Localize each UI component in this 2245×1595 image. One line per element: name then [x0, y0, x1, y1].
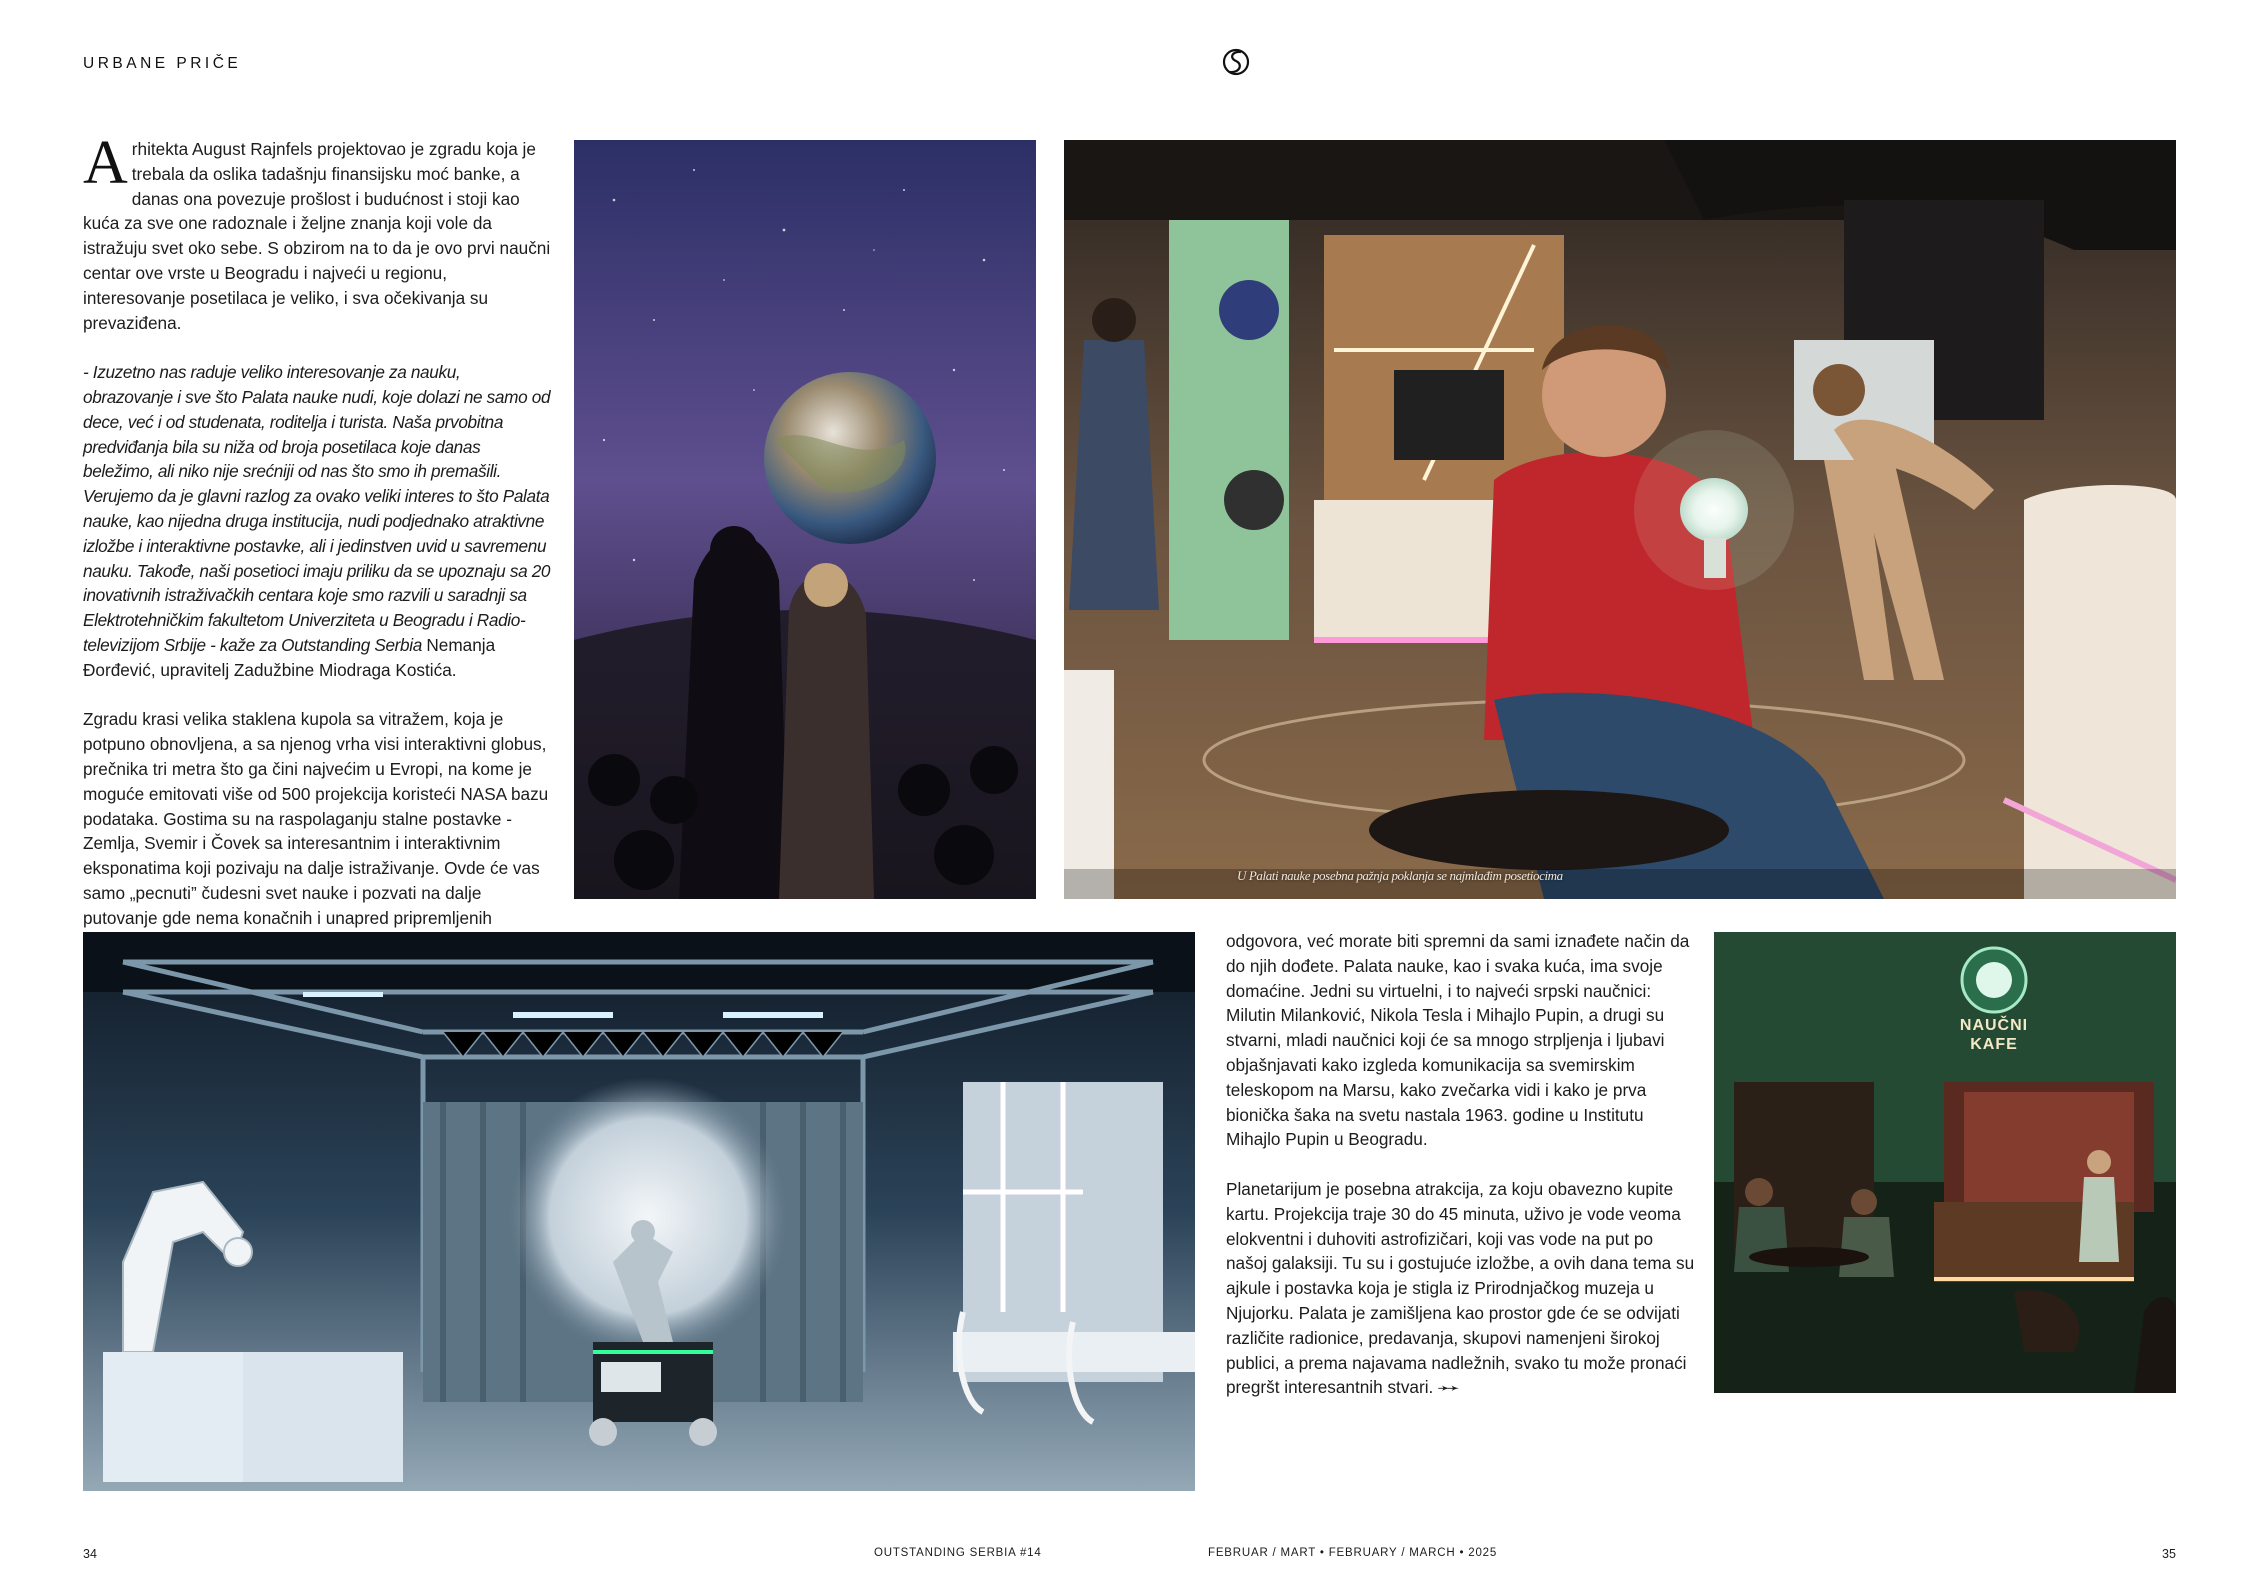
cafe-sign-line1: NAUČNI — [1959, 1017, 2029, 1034]
quote-text: - Izuzetno nas raduje veliko interesovanje za nauku, obrazovanje i sve što Palata nauke nudi, koje dolazi ne samo od dece, već i od studenata, roditelja i turista. Naša prvobitna predviđanja bila su niža od broja posetilaca koje danas beležimo, ali niko nije srećniji od nas što smo ih premašili. Verujemo da je glavni razlog za ovako veliki interes to što Palata nauke, kao nijedna druga institucija, nudi podjednako atraktivne izložbe i interaktivne postavke, ali i jedinstven uvid u savremenu nauku. Takođe, naši posetioci imaju priliku da se upoznaju sa 20 inovativnih istraživačkih centara koje smo razvili u saradnji sa Elektrotehničkim fakultetom Univerziteta u Beogradu i Radio-televizijom Srbije - kaže za — [83, 362, 551, 655]
paragraph-hosts: odgovora, već morate biti spremni da sami iznađete način da do njih dođete. Palata nauke, kao i svaka kuća, ima svoje domaćine. Jedni su virtuelni, i to najveći srpski naučnici: Milutin Milanković, Nikola Tesla i Mihajlo Pupin, a drugi su stvarni, mladi naučnici koji će sa mnogo strpljenja i ljubavi objašnjavati kako izgleda komunikacija sa svemirskim teleskopom na Marsu, kako zvečarka vidi i kako je prva bionička šaka na svetu nastala 1963. godine u Institutu Mihajlo Pupin u Beogradu. — [1226, 931, 1690, 1150]
intro-text: rhitekta August Rajnfels projektovao je zgradu koja je trebala da oslika tadašnju finansijsku moć banke, a danas ona povezuje prošlost i budućnost i stoji kao kuća za sve one radoznale i željne znanja koji vole da istražuju svet oko sebe. S obzirom na to da je ovo prvi naučni centar ove vrste u Beogradu i najveći u regionu, interesovanje posetilaca je veliko, i sva očekivanja su prevaziđena. — [83, 139, 551, 333]
quote-attribution: Nemanja Đorđević, upravitelj Zadužbine Miodraga Kostića. — [83, 634, 496, 680]
science-cafe-photo — [1714, 932, 2176, 1393]
photo-caption: U Palati nauke posebna pažnja poklanja se najmlađim posetiocima — [1237, 868, 1563, 883]
cafe-sign — [1954, 1016, 2034, 1054]
cafe-sign-line2: KAFE — [1970, 1036, 2018, 1053]
magazine-name: OUTSTANDING SERBIA #14 — [874, 1547, 1042, 1559]
quote-paragraph — [83, 360, 553, 682]
planetarium-photo — [574, 140, 1036, 899]
os-monogram-icon — [1218, 44, 1254, 80]
intro-paragraph — [83, 129, 553, 335]
robotics-lab-photo — [83, 932, 1195, 1491]
boy-lamp-photo — [1064, 140, 2176, 899]
article-column-right — [1226, 929, 1696, 1402]
quote-publication: Outstanding Serbia — [281, 634, 422, 655]
article-column-left — [83, 129, 553, 931]
end-mark-icon: ➛➛ — [1437, 1380, 1457, 1398]
section-label: URBANE PRIČE — [83, 55, 242, 72]
page-number-right: 35 — [2162, 1547, 2176, 1561]
planetarium-text: Planetarijum je posebna atrakcija, za koju obavezno kupite kartu. Projekcija traje 30 do 45 minuta, uživo je vode veoma elokventni i duhoviti astrofizičari, koji vas vode na put po našoj galaksiji. Tu su i gostujuće izložbe, a ovih dana tema su ajkule i postavka koja je stigla iz Prirodnjačkog muzeja u Njujorku. Palata je zamišljena kao prostor gde će se odvijati različite radionice, predavanja, skupovi namenjeni širokoj publici, a prema najavama nadležnih, svako tu može pronaći pregršt interesantnih stvari. — [1226, 1178, 1695, 1398]
page-number-left: 34 — [83, 1547, 97, 1561]
issue-date: FEBRUAR / MART • FEBRUARY / MARCH • 2025 — [1208, 1547, 1498, 1559]
drop-cap: A — [83, 129, 128, 197]
paragraph-dome: Zgradu krasi velika staklena kupola sa vitražem, koja je potpuno obnovljena, a sa njenog vrha visi interaktivni globus, prečnika tri metra što ga čini najvećim u Evropi, na kome je moguće emitovati više od 500 projekcija koristeći NASA bazu podataka. Gostima su na raspolaganju stalne postavke - Zemlja, Svemir i Čovek sa interesantnim i interaktivnim eksponatima koji pozivaju na dalje istraživanje. Ovde će vas samo „pecnuti” čudesni svet nauke i pozvati na dalje putovanje gde nema konačnih i unapred pripremljenih — [83, 709, 549, 928]
paragraph-planetarium — [1226, 1177, 1696, 1402]
